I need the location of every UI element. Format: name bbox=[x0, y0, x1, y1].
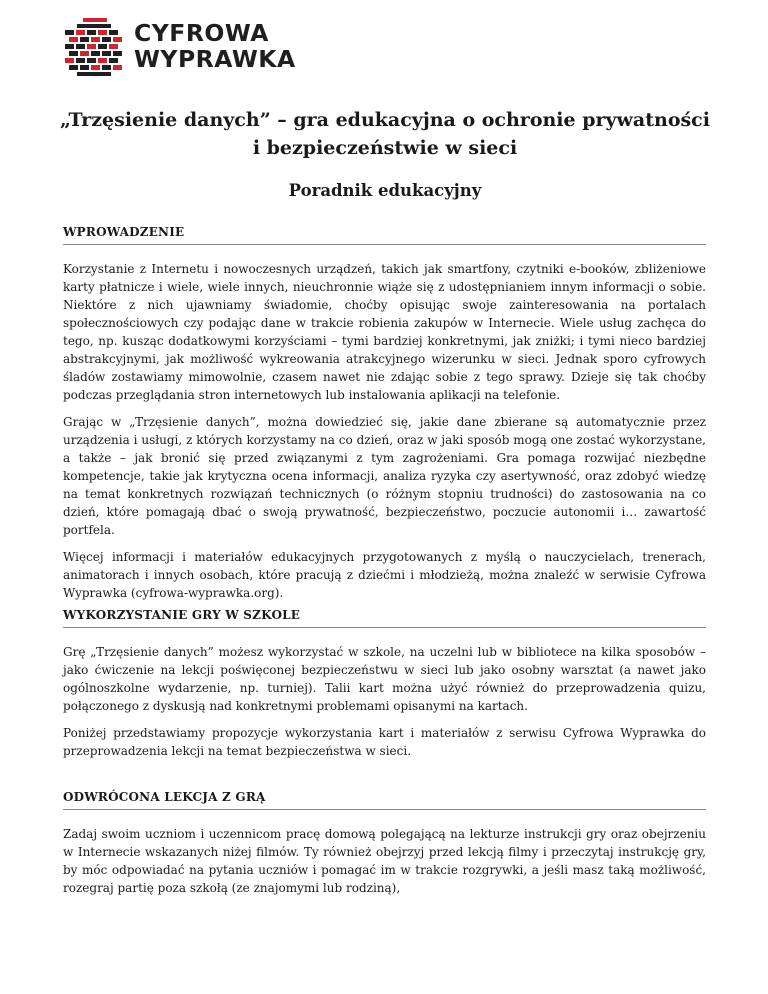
section-flipped-lesson bbox=[63, 790, 706, 906]
logo-text bbox=[134, 20, 296, 72]
document-title bbox=[60, 106, 710, 162]
section-introduction bbox=[63, 225, 706, 611]
logo-line1: CYFROWA bbox=[134, 19, 269, 47]
paragraph: Poniżej przedstawiamy propozycje wykorzystania kart i materiałów z serwisu Cyfrowa Wyprawka do przeprowadzenia lekcji na temat bezpieczeństwa w sieci. bbox=[63, 726, 706, 758]
logo-line2: WYPRAWKA bbox=[134, 45, 296, 73]
logo bbox=[63, 16, 296, 80]
paragraph: Zadaj swoim uczniom i uczennicom pracę domową polegającą na lekturze instrukcji gry oraz obejrzeniu w Internecie wskazanych niżej filmów. Ty również obejrzyj przed lekcją filmy i przeczytaj instrukcję gry, by móc odpowiadać na pytania uczniów i pomagać im w trakcie rozgrywki, a jeśli masz taką możliwość, rozegraj partię poza szkołą (ze znajomymi lub rodziną), bbox=[63, 827, 706, 895]
paragraph: Korzystanie z Internetu i nowoczesnych urządzeń, takich jak smartfony, czytniki e-booków, zbliżeniowe karty płatnicze i wiele, wiele innych, nieuchronnie wiąże się z udostępnianiem innym informacji o sobie. Niektóre z nich ujawniamy świadomie, choćby opisując swoje zainteresowania na portalach społecznościowych czy podając dane w trakcie robienia zakupów w Internecie. Wiele usług zachęca do tego, np. kusząc dodatkowymi korzyściami – tymi bardziej konkretnymi, jak zniżki; i tymi nieco bardziej abstrakcyjnymi, jak możliwość wykreowania atrakcyjnego wizerunku w sieci. Jednak sporo cyfrowych śladów zostawiamy mimowolnie, czasem nawet nie zdając sobie z tego sprawy. Dzieje się tak choćby podczas przeglądania stron internetowych lub instalowania aplikacji na telefonie. bbox=[63, 262, 706, 402]
paragraph: Grę „Trzęsienie danych” możesz wykorzystać w szkole, na uczelni lub w bibliotece na kilka sposobów – jako ćwiczenie na lekcji poświęconej bezpieczeństwu w sieci lub jako osobny warsztat (a nawet jako ogólnoszkolne wydarzenie, np. turniej). Talii kart można użyć również do przeprowadzenia quizu, połączonego z dyskusją nad konkretnymi problemami opisanymi na kartach. bbox=[63, 645, 706, 713]
section-heading: WPROWADZENIE bbox=[63, 225, 706, 245]
title-line2: i bezpieczeństwie w sieci bbox=[252, 137, 518, 159]
paragraph: Grając w „Trzęsienie danych”, można dowiedzieć się, jakie dane zbierane są automatycznie przez urządzenia i usługi, z których korzystamy na co dzień, oraz w jaki sposób mogą one zostać wykorzystane, a także – jak bronić się przed związanymi z tym zagrożeniami. Gra pomaga rozwijać niezbędne kompetencje, takie jak krytyczna ocena informacji, analiza ryzyka czy asertywność, oraz zdobyć wiedzę na temat konkretnych rozwiązań technicznych (o różnym stopniu trudności) do zastosowania na co dzień, które pomagają dbać o swoją prywatność, bezpieczeństwo, poczucie autonomii i… zawartość portfela. bbox=[63, 415, 706, 537]
title-line1: „Trzęsienie danych” – gra edukacyjna o ochronie prywatności bbox=[60, 109, 710, 131]
paragraph: Więcej informacji i materiałów edukacyjnych przygotowanych z myślą o nauczycielach, trenerach, animatorach i innych osobach, które pracują z dziećmi i młodzieżą, można znaleźć w serwisie Cyfrowa Wyprawka (cyfrowa-wyprawka.org). bbox=[63, 550, 706, 600]
section-heading: WYKORZYSTANIE GRY W SZKOLE bbox=[63, 608, 706, 628]
document-subtitle: Poradnik edukacyjny bbox=[288, 181, 482, 200]
logo-mark-icon bbox=[63, 16, 127, 80]
section-heading: ODWRÓCONA LEKCJA Z GRĄ bbox=[63, 790, 706, 810]
section-school-use bbox=[63, 608, 706, 769]
